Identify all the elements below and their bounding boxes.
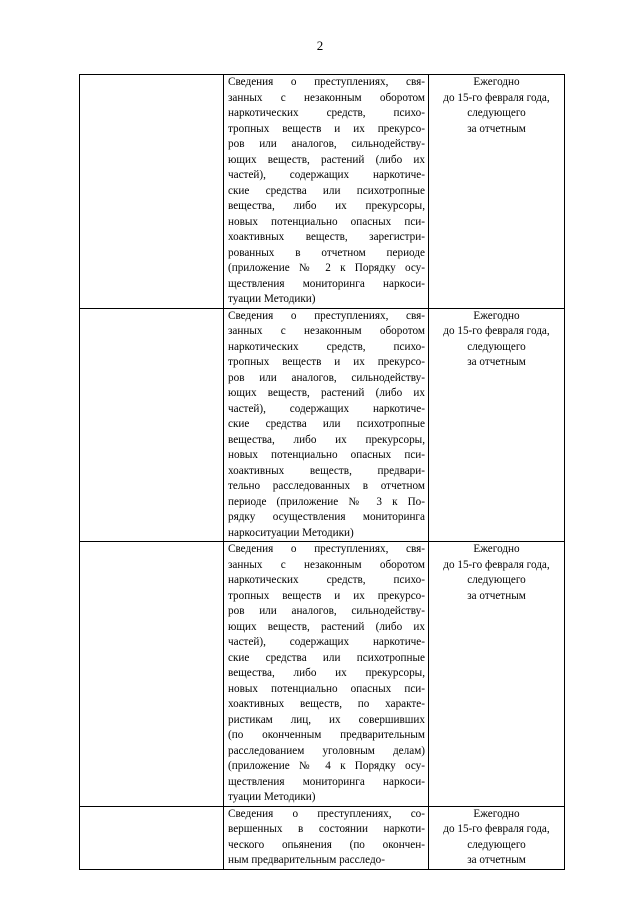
description-line: ществления мониторинга наркоси- [228, 775, 425, 788]
description-line: ющих веществ, растений (либо их [228, 387, 425, 399]
description-line: ров или аналогов, сильнодейству- [228, 605, 425, 617]
deadline-cell [429, 806, 565, 869]
deadline-line: Ежегодно [473, 309, 520, 322]
deadline-line: Ежегодно [473, 807, 520, 820]
description-line: вещества, либо их прекурсоры, [228, 433, 425, 446]
description-line: наркотических средств, психо- [228, 574, 425, 586]
description-cell [224, 542, 429, 807]
deadline-line: до 15-го февраля года, [443, 325, 550, 337]
description-line: Сведения о преступлениях, свя- [228, 76, 425, 88]
description-line: расследованием уголовным делам) [228, 744, 425, 757]
description-line: новых потенциально опасных пси- [228, 215, 425, 228]
empty-cell [80, 308, 224, 542]
description-line: ющих веществ, растений (либо их [228, 620, 425, 633]
description-line: ществления мониторинга наркоси- [228, 277, 425, 290]
description-line: (по оконченным предварительным [228, 729, 425, 741]
deadline-line: до 15-го февраля года, [443, 91, 550, 104]
description-line: периоде (приложение № 3 к По- [228, 495, 425, 508]
description-line: ские средства или психотропные [228, 184, 425, 197]
page-number: 2 [316, 38, 324, 53]
deadline-line: за отчетным [467, 356, 526, 368]
description-line: тропных веществ и их прекурсо- [228, 356, 425, 368]
description-cell [224, 75, 429, 309]
description-line: (приложение № 4 к Порядку осу- [228, 760, 425, 772]
description-line: ным предварительным расследо- [228, 854, 385, 866]
description-line: вершенных в состоянии наркоти- [228, 823, 425, 835]
deadline-line: следующего [467, 574, 526, 586]
empty-cell [80, 75, 224, 309]
description-line: вещества, либо их прекурсоры, [228, 667, 425, 679]
description-line: наркотических средств, психо- [228, 107, 425, 119]
description-line: рованных в отчетном периоде [228, 246, 425, 259]
description-line: тропных веществ и их прекурсо- [228, 589, 425, 602]
description-line: тропных веществ и их прекурсо- [228, 122, 425, 135]
table-row [80, 308, 565, 542]
deadline-line: до 15-го февраля года, [443, 558, 550, 571]
description-line: ющих веществ, растений (либо их [228, 153, 425, 166]
description-line: новых потенциально опасных пси- [228, 682, 425, 695]
description-line: туации Методики) [228, 791, 316, 803]
description-line: (приложение № 2 к Порядку осу- [228, 262, 425, 274]
deadline-cell [429, 542, 565, 807]
empty-cell [80, 806, 224, 869]
deadline-line: до 15-го февраля года, [443, 823, 550, 835]
deadline-line: за отчетным [467, 589, 526, 602]
deadline-cell [429, 308, 565, 542]
table-row [80, 542, 565, 807]
description-line: занных с незаконным оборотом [228, 91, 425, 104]
description-line: ские средства или психотропные [228, 418, 425, 430]
description-line: Сведения о преступлениях, свя- [228, 543, 425, 555]
description-line: тельно расследованных в отчетном [228, 480, 425, 492]
deadline-line: Ежегодно [473, 76, 520, 88]
description-line: частей), содержащих наркотиче- [228, 402, 425, 415]
deadline-line: за отчетным [467, 122, 526, 135]
description-line: туации Методики) [228, 293, 316, 305]
description-cell [224, 308, 429, 542]
deadline-line: Ежегодно [473, 543, 520, 555]
description-line: хоактивных веществ, по характе- [228, 698, 425, 710]
empty-cell [80, 542, 224, 807]
description-line: ров или аналогов, сильнодейству- [228, 138, 425, 150]
deadline-cell [429, 75, 565, 309]
description-line: вещества, либо их прекурсоры, [228, 200, 425, 212]
description-line: занных с незаконным оборотом [228, 558, 425, 571]
description-cell [224, 806, 429, 869]
description-line: рядку осуществления мониторинга [228, 511, 425, 523]
description-line: наркотических средств, психо- [228, 340, 425, 353]
description-line: частей), содержащих наркотиче- [228, 169, 425, 181]
description-line: занных с незаконным оборотом [228, 325, 425, 337]
description-line: Сведения о преступлениях, со- [228, 807, 425, 820]
table-row [80, 806, 565, 869]
description-line: хоактивных веществ, зарегистри- [228, 231, 425, 243]
description-line: ров или аналогов, сильнодейству- [228, 371, 425, 384]
table-row [80, 75, 565, 309]
report-schedule-table [79, 74, 565, 870]
description-line: наркоситуации Методики) [228, 526, 354, 539]
deadline-line: следующего [467, 107, 526, 119]
description-line: хоактивных веществ, предвари- [228, 464, 425, 477]
description-line: ские средства или психотропные [228, 651, 425, 664]
description-line: ческого опьянения (по окончен- [228, 838, 425, 851]
description-line: частей), содержащих наркотиче- [228, 636, 425, 648]
description-line: Сведения о преступлениях, свя- [228, 309, 425, 322]
description-line: ристикам лиц, их совершивших [228, 713, 425, 726]
deadline-line: за отчетным [467, 854, 526, 866]
deadline-line: следующего [467, 838, 526, 851]
deadline-line: следующего [467, 340, 526, 353]
description-line: новых потенциально опасных пси- [228, 449, 425, 461]
